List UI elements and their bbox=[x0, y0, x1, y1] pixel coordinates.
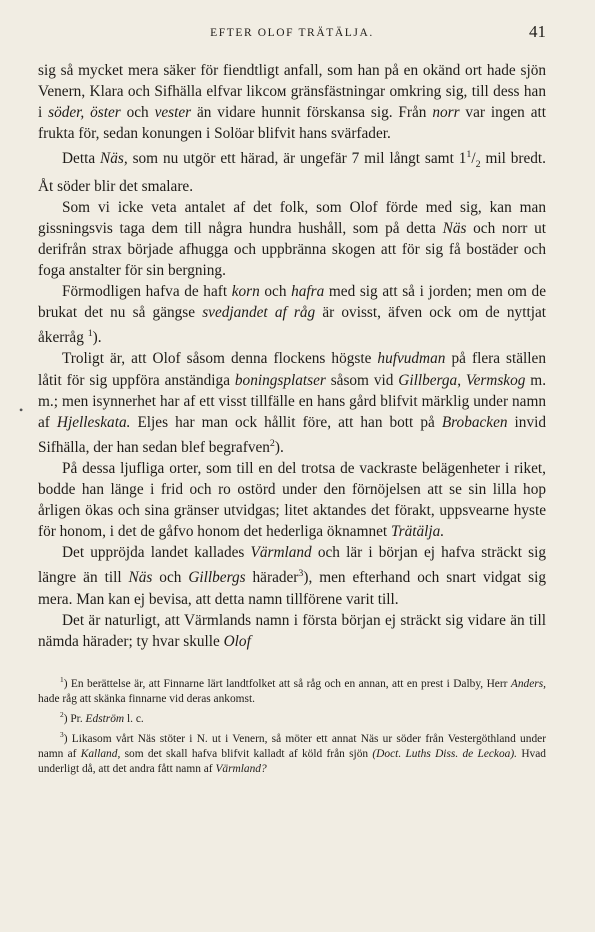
text-run: Eljes har man ock hållit före, att han bott på bbox=[130, 413, 442, 431]
running-title: EFTER OLOF TRÄTÄLJA. bbox=[210, 27, 374, 39]
footnote-ref: 1 bbox=[466, 149, 472, 161]
text-run: och lär i början ej hafva sträckt sig längre än till bbox=[38, 544, 546, 587]
paragraph bbox=[38, 348, 546, 458]
italic-text: hufvudman bbox=[377, 350, 446, 368]
text-run: m. m.; men isynnerhet har af ett visst tillfälle en hans gård blifvit märklig under namn af bbox=[38, 371, 547, 431]
text-run: hade råg att skänka finnarne vid deras ankomst. bbox=[38, 692, 255, 705]
text-run: , bbox=[457, 371, 466, 389]
footnote bbox=[38, 707, 546, 727]
text-run: ) Likasom vårt Näs stöter i N. ut i Venern, så möter ett annat Näs ur söder från Vestergöthland under namn af bbox=[38, 732, 546, 760]
text-run: mil bredt. Åt söder blir det smalare. bbox=[38, 150, 547, 195]
text-run: såsom vid bbox=[325, 371, 399, 389]
text-run: Troligt är, att Olof såsom denna flockens högste bbox=[62, 350, 378, 368]
paragraph bbox=[38, 458, 546, 542]
italic-text: Trätälja. bbox=[391, 523, 445, 541]
paragraph bbox=[38, 197, 546, 281]
text-run: är ovisst, äfven ock om de nyttjat åkerråg bbox=[38, 304, 546, 347]
italic-text: Edström bbox=[85, 712, 125, 725]
text-run: ). bbox=[274, 438, 284, 456]
footnote bbox=[38, 672, 546, 707]
text-run: på flera ställen låtit för sig uppföra anständiga bbox=[38, 350, 546, 389]
text-run: och bbox=[259, 283, 292, 301]
footnote-ref: 3 bbox=[298, 568, 304, 580]
text-run: l. c. bbox=[124, 712, 144, 725]
italic-text: Vermskog bbox=[465, 371, 526, 389]
text-run: Detta bbox=[62, 150, 101, 168]
italic-text: Hjelleskata. bbox=[56, 413, 131, 431]
text-run: än vidare hunnit förskansa sig. Från bbox=[191, 104, 433, 122]
book-page bbox=[38, 22, 546, 777]
body-text bbox=[38, 60, 546, 652]
text-run: Som vi icke veta antalet af det folk, som Olof förde med sig, kan man gissningsvis taga dem till några hundra hushåll, som på detta bbox=[38, 198, 546, 237]
paragraph bbox=[38, 281, 546, 348]
text-run: ), men efterhand och snart vidgat sig mera. Man kan ej bevisa, att detta namn tillförene varit till. bbox=[38, 569, 546, 608]
footnote-ref: 1 bbox=[87, 328, 93, 340]
text-run: ). bbox=[92, 329, 102, 347]
italic-text: korn bbox=[231, 283, 260, 301]
italic-text: vester bbox=[154, 104, 192, 122]
italic-text: Näs bbox=[442, 219, 467, 237]
text-run: och norr ut derifrån strax började afhugga och uppbränna skogen att för sig få bostäder och foga anstalter för sin bergning. bbox=[38, 219, 546, 279]
text-run: Det är naturligt, att Värmlands namn i första början ej sträckt sig vidare än till nämda härader; ty hvar skulle bbox=[38, 611, 546, 650]
text-run: På dessa ljufliga orter, som till en del trotsa de vackraste belägenheter i riket, bodde han länge i frid och ro ostörd under den förnöjelsen att se sin lilla hop årligen ökas och sina gränser utvidgas; litet aktandes det förakt, uppsvearne hyste för honom, i det de gåfvo honom det hederliga öknamnet bbox=[38, 460, 546, 541]
italic-text: boningsplatser bbox=[234, 371, 326, 389]
footnote bbox=[38, 727, 546, 777]
text-run: Det uppröjda landet kallades bbox=[62, 544, 251, 562]
italic-text: Värmland bbox=[250, 544, 312, 562]
paragraph bbox=[38, 144, 546, 196]
italic-text: Gillberga bbox=[398, 371, 458, 389]
footnote-ref: 2 bbox=[60, 709, 64, 719]
italic-text: Brobacken bbox=[441, 413, 508, 431]
italic-text: Värmland? bbox=[215, 762, 267, 775]
text-run: Förmodligen hafva de haft bbox=[62, 283, 232, 301]
footnote-ref: 1 bbox=[60, 674, 64, 684]
page-number: 41 bbox=[529, 22, 546, 41]
italic-text: norr bbox=[432, 104, 460, 122]
text-run: sig så mycket mera säker för fiendtligt anfall, som han på en okänd ort hade sjön Venern, Klara och Sifhälla elfvar likсом gränsfästningar omkring sig, till dess han i bbox=[38, 62, 546, 122]
footnote-ref: 3 bbox=[60, 729, 64, 739]
text-run: ) Pr. bbox=[63, 712, 86, 725]
running-header bbox=[38, 22, 546, 44]
text-run: invid Sifhälla, der han sedan blef begrafven bbox=[38, 413, 546, 456]
paragraph bbox=[38, 60, 546, 144]
paragraph bbox=[38, 610, 546, 652]
text-run: med sig att så i jorden; men om de brukat det nu så gängse bbox=[38, 283, 546, 322]
text-run: som det skall hafva blifvit kalladt af köld från sjön bbox=[120, 747, 373, 760]
italic-text: (Doct. Luths Diss. de Leckoa). bbox=[372, 747, 518, 760]
text-run: 2 bbox=[475, 159, 481, 171]
text-run: som nu utgör ett härad, är ungefär 7 mil långt samt 1 bbox=[127, 150, 467, 168]
italic-text: söder, öster bbox=[48, 104, 121, 122]
footnotes bbox=[38, 672, 546, 777]
italic-text: Kalland, bbox=[80, 747, 121, 760]
text-run: var ingen att frukta för, sedan konungen i Solöar blifvit hans svärfader. bbox=[38, 104, 546, 143]
footnote-ref: 2 bbox=[269, 437, 275, 449]
italic-text: Gillbergs bbox=[188, 569, 246, 587]
paragraph bbox=[38, 542, 546, 609]
margin-dot-mark: • bbox=[19, 403, 24, 417]
italic-text: Näs, bbox=[100, 150, 128, 168]
italic-text: Anders, bbox=[510, 677, 546, 690]
text-run: / bbox=[471, 150, 476, 168]
italic-text: Näs bbox=[128, 569, 153, 587]
text-run: och bbox=[120, 104, 155, 122]
text-run: ) En berättelse är, att Finnarne lärt landtfolket att så råg och en annan, att en prest i Dalby, Herr bbox=[63, 677, 511, 690]
italic-text: Olof bbox=[223, 632, 251, 650]
text-run: Hvad underligt då, att det andra fått namn af bbox=[38, 747, 546, 775]
text-run: härader bbox=[245, 569, 299, 587]
text-run: och bbox=[152, 569, 189, 587]
italic-text: svedjandet af råg bbox=[202, 304, 316, 322]
italic-text: hafra bbox=[291, 283, 325, 301]
